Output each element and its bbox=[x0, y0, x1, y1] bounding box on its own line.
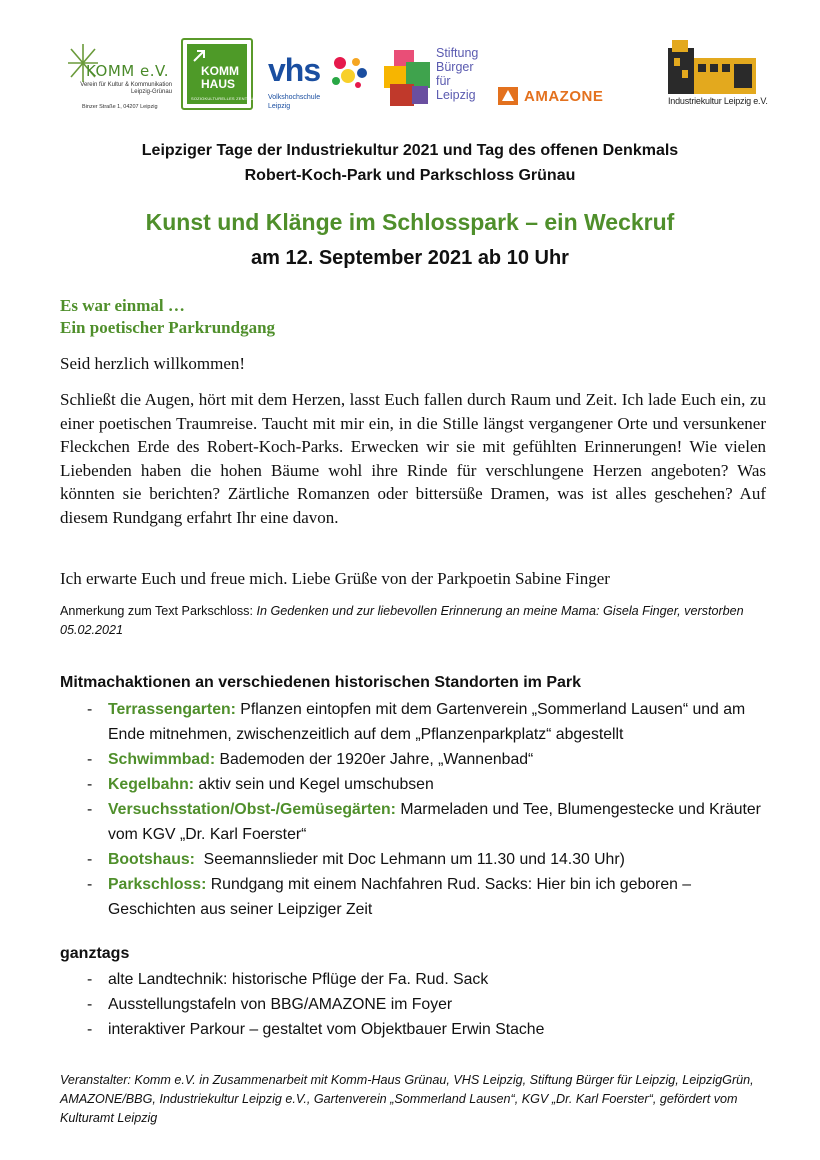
bullet-dash: - bbox=[87, 701, 93, 718]
komm-ev-name: KOMM e.V. bbox=[86, 62, 170, 80]
activities-list bbox=[60, 697, 770, 922]
komm-haus-line2: HAUS bbox=[201, 77, 236, 91]
vhs-dots-icon bbox=[330, 54, 368, 90]
organizer-footer: Veranstalter: Komm e.V. in Zusammenarbeit mit Komm-Haus Grünau, VHS Leipzig, Stiftung Bürger für Leipzig, LeipzigGrün, AMAZONE/BBG, Industriekultur Leipzig e.V., Gartenverein „Sommerland Lausen“, KGV „Dr. Karl Foerster“, gefördert vom Kulturamt Leipzig bbox=[60, 1073, 754, 1125]
komm-haus-badge bbox=[187, 44, 258, 104]
amazone-mark-icon bbox=[498, 87, 518, 105]
komm-haus-line1: KOMM bbox=[201, 64, 239, 78]
activity-place: Versuchsstation/Obst-/Gemüsegärten: bbox=[108, 801, 396, 818]
poem-closing: Ich erwarte Euch und freue mich. Liebe Grüße von der Parkpoetin Sabine Finger bbox=[60, 569, 610, 588]
vhs-line2: Leipzig bbox=[268, 103, 291, 110]
amazone-logo bbox=[498, 86, 658, 108]
industriekultur-logo bbox=[668, 40, 768, 116]
vhs-line1: Volkshochschule bbox=[268, 94, 321, 101]
list-item bbox=[60, 797, 770, 847]
komm-haus-arrow-icon bbox=[193, 50, 205, 62]
stiftung-blocks-icon bbox=[384, 50, 432, 106]
bullet-dash: - bbox=[87, 801, 93, 818]
bullet-dash: - bbox=[87, 996, 93, 1013]
list-item bbox=[60, 1017, 770, 1042]
bullet-dash: - bbox=[87, 971, 93, 988]
list-item bbox=[60, 847, 770, 872]
poem-greeting: Seid herzlich willkommen! bbox=[60, 354, 246, 373]
page-title: Kunst und Klänge im Schlosspark – ein Weckruf bbox=[145, 209, 675, 235]
activity-text: Marmeladen und Tee, Blumengestecke und Kräuter vom KGV „Dr. Karl Foerster“ bbox=[108, 801, 761, 843]
activity-text: aktiv sein und Kegel umschubsen bbox=[194, 776, 434, 793]
list-item bbox=[60, 772, 770, 797]
bullet-dash: - bbox=[87, 876, 93, 893]
allday-text: alte Landtechnik: historische Pflüge der Fa. Rud. Sack bbox=[108, 971, 489, 988]
allday-heading: ganztags bbox=[60, 945, 130, 962]
komm-haus-logo bbox=[181, 38, 258, 110]
activity-place: Parkschloss: bbox=[108, 876, 207, 893]
event-subtitle-1: Leipziger Tage der Industriekultur 2021 und Tag des offenen Denkmals bbox=[141, 142, 679, 159]
activities-heading: Mitmachaktionen an verschiedenen historischen Standorten im Park bbox=[60, 674, 582, 691]
industriekultur-wordmark: Industriekultur Leipzig e.V. bbox=[668, 96, 768, 106]
activity-place: Schwimmbad: bbox=[108, 751, 216, 768]
event-date: am 12. September 2021 ab 10 Uhr bbox=[251, 247, 569, 269]
list-item bbox=[60, 967, 770, 992]
vhs-wordmark: vhs bbox=[268, 52, 321, 88]
bullet-dash: - bbox=[87, 751, 93, 768]
stiftung-l2: Bürger bbox=[436, 60, 474, 74]
amazone-wordmark: AMAZONE bbox=[524, 88, 604, 105]
bullet-dash: - bbox=[87, 776, 93, 793]
activity-place: Terrassengarten: bbox=[108, 701, 236, 718]
komm-ev-sub1: Verein für Kultur & Kommunikation bbox=[80, 82, 172, 88]
factory-building-icon bbox=[668, 40, 758, 94]
activity-text: Bademoden der 1920er Jahre, „Wannenbad“ bbox=[215, 751, 534, 768]
poem-heading-2: Ein poetischer Parkrundgang bbox=[60, 318, 276, 337]
komm-ev-address: Binzer Straße 1, 04207 Leipzig bbox=[82, 104, 158, 110]
activity-place: Kegelbahn: bbox=[108, 776, 195, 793]
allday-list bbox=[60, 967, 770, 1042]
activity-place: Bootshaus: bbox=[108, 851, 195, 868]
poem-body: Schließt die Augen, hört mit dem Herzen, lasst Euch fallen durch Raum und Zeit. Ich lade Euch ein, zu einer poetischen Traumreise. Taucht mit mir ein, in die Stille längst vergangener Orte und versunkener Fleckchen Erde des Robert-Koch-Parks. Erwecken wir sie mit gefühlten Erinnerungen! Wie vielen Liebenden haben die hohen Bäume wohl ihre Rinde für verschlungene Herzen angeboten? Was könnten sie berichten? Zärtliche Romanzen oder bittersüße Dramen, was ist alles geschehen? Auf diesem Rundgang erfahrt Ihr eine davon. bbox=[60, 390, 766, 527]
author-note bbox=[60, 602, 766, 639]
note-text: In Gedenken und zur liebevollen Erinnerung an meine Mama: Gisela Finger, verstorben 05.02.2021 bbox=[60, 604, 744, 637]
komm-ev-logo bbox=[64, 42, 172, 114]
stiftung-logo bbox=[384, 46, 494, 116]
komm-ev-sub2: Leipzig-Grünau bbox=[130, 89, 172, 95]
list-item bbox=[60, 747, 770, 772]
list-item bbox=[60, 872, 770, 922]
note-label: Anmerkung zum Text Parkschloss: bbox=[60, 604, 257, 618]
stiftung-l3: für bbox=[436, 74, 451, 88]
vhs-logo bbox=[268, 52, 368, 112]
komm-ev-subtitle bbox=[64, 82, 172, 96]
activity-text: Pflanzen eintopfen mit dem Gartenverein „Sommerland Lausen“ und am Ende mitnehmen, zwischenzeitlich auf dem „Pflanzenparkplatz“ abgestellt bbox=[108, 701, 746, 743]
list-item bbox=[60, 992, 770, 1017]
list-item bbox=[60, 697, 770, 747]
activity-text: Rundgang mit einem Nachfahren Rud. Sacks: Hier bin ich geboren – Geschichten aus seiner Leipziger Zeit bbox=[108, 876, 692, 918]
komm-haus-tagline: SOZIOKULTURELLES ZENTRUM bbox=[191, 96, 258, 101]
event-subtitle-2: Robert-Koch-Park und Parkschloss Grünau bbox=[244, 167, 576, 184]
activity-text: Seemannslieder mit Doc Lehmann um 11.30 und 14.30 Uhr) bbox=[194, 851, 625, 868]
stiftung-l1: Stiftung bbox=[436, 46, 479, 60]
bullet-dash: - bbox=[87, 1021, 93, 1038]
allday-text: interaktiver Parkour – gestaltet vom Objektbauer Erwin Stache bbox=[108, 1021, 545, 1038]
poem-heading-1: Es war einmal … bbox=[60, 296, 185, 315]
logo-row bbox=[64, 38, 768, 118]
bullet-dash: - bbox=[87, 851, 93, 868]
allday-text: Ausstellungstafeln von BBG/AMAZONE im Foyer bbox=[108, 996, 453, 1013]
stiftung-l4: Leipzig bbox=[436, 88, 476, 102]
